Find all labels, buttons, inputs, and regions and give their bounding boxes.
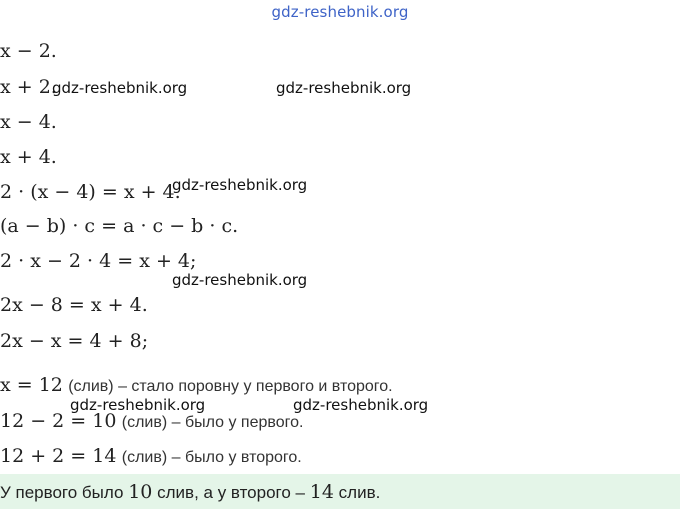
equation-line-1	[0, 39, 57, 64]
equation-math: 12 − 2 = 10	[0, 410, 117, 432]
equation-note: (слив) – стало поровну у первого и второго.	[68, 378, 393, 395]
equation-line-2	[0, 75, 57, 100]
answer-part-3: слив.	[338, 483, 381, 502]
watermark-text: gdz-reshebnik.org	[52, 79, 188, 97]
equation-math: x − 4.	[0, 111, 57, 133]
equation-math: 12 + 2 = 14	[0, 445, 117, 467]
equation-line-5	[0, 180, 181, 205]
equation-line-4	[0, 145, 57, 170]
watermark-text: gdz-reshebnik.org	[172, 176, 308, 194]
answer-part-2: слив, а у второго –	[157, 483, 305, 502]
equation-math: 2 · x − 2 · 4 = x + 4;	[0, 250, 197, 272]
equation-math: 2x − x = 4 + 8;	[0, 330, 149, 352]
answer-box	[0, 474, 680, 509]
equation-line-7	[0, 249, 196, 274]
equation-math: (a − b) · c = a · c − b · c.	[0, 215, 239, 237]
answer-number-1: 10	[128, 481, 153, 503]
answer-text	[0, 480, 380, 505]
equation-math: x = 12	[0, 374, 63, 396]
equation-math: x + 2.	[0, 76, 57, 98]
equation-line-9	[0, 329, 148, 354]
equation-note: (слив) – было у второго.	[121, 449, 302, 466]
equation-math: x − 2.	[0, 40, 57, 62]
answer-number-2: 14	[309, 481, 334, 503]
equation-line-6	[0, 214, 238, 239]
equation-line-3	[0, 110, 57, 135]
watermark-text: gdz-reshebnik.org	[293, 396, 429, 414]
equation-math: 2x − 8 = x + 4.	[0, 294, 148, 316]
equation-math: x + 4.	[0, 146, 57, 168]
watermark-text: gdz-reshebnik.org	[70, 396, 206, 414]
site-header-watermark: gdz-reshebnik.org	[271, 3, 409, 21]
equation-line-8	[0, 293, 148, 318]
equation-line-12	[0, 444, 302, 470]
watermark-text: gdz-reshebnik.org	[172, 271, 308, 289]
watermark-text: gdz-reshebnik.org	[276, 79, 412, 97]
equation-note: (слив) – было у первого.	[121, 414, 304, 431]
answer-part-1: У первого было	[0, 483, 124, 502]
equation-math: 2 · (x − 4) = x + 4.	[0, 181, 181, 203]
